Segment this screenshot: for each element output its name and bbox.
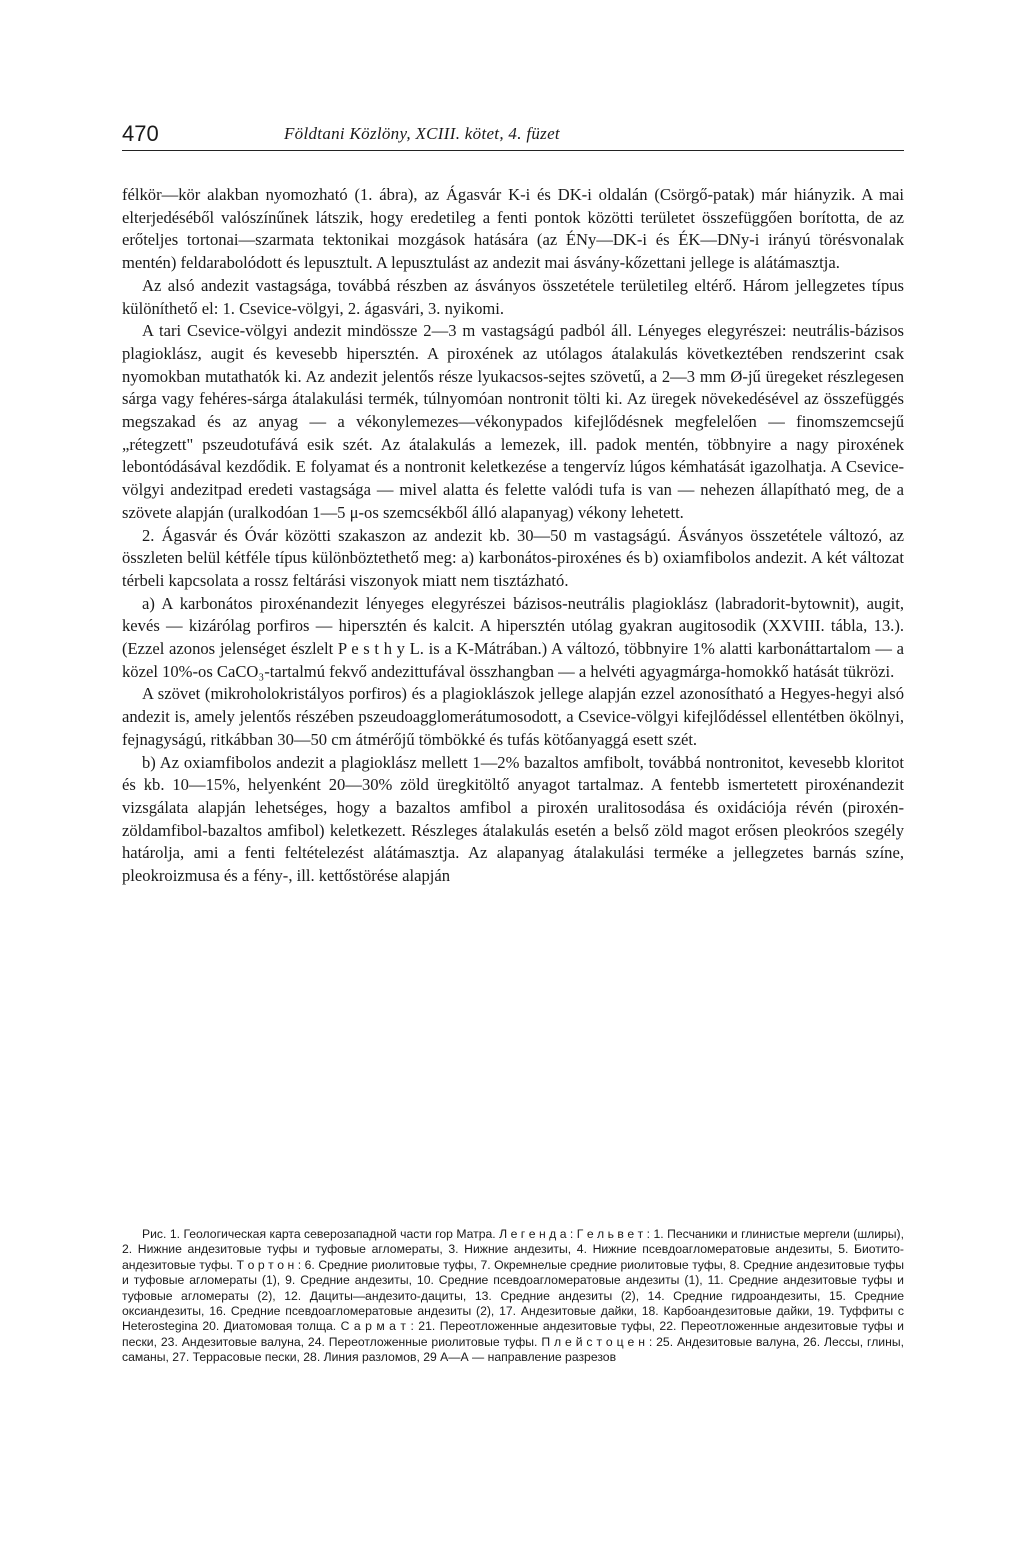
running-head: Földtani Közlöny, XCIII. kötet, 4. füzet (284, 124, 560, 143)
paragraph-7: b) Az oxiamfibolos andezit a plagioklász mellett 1—2% bazaltos amfibolt, továbbá nontronitot, kevesebb kloritot és kb. 10—15%, helyenként 20—30% zöld üregkitöltő anyagot tartalmaz. A fentebb ismertetett piroxénandezit vizsgálata alapján lehetséges, hogy a bazaltos amfibol a piroxén uralitosodása és oxidációja révén (piroxén-zöldamfibol-bazaltos amfibol) keletkezett. Részleges átalakulás esetén a belső zöld magot erősen pleokróos szegély határolja, ami a fenti feltételezést alátámasztja. Az alapanyag átalakulási terméke a jellegzetes barnás színe, pleokroizmusa és a fény-, ill. kettőstörése alapján (122, 752, 904, 886)
page-number: 470 (122, 121, 159, 146)
page-header (122, 120, 904, 151)
paragraph-2: Az alsó andezit vastagsága, továbbá részben az ásványos összetétele területileg eltérő. Három jellegzetes típus különíthető el: 1. Csevice-völgyi, 2. ágasvári, 3. nyikomi. (122, 275, 904, 318)
paragraph-3: A tari Csevice-völgyi andezit mindössze 2—3 m vastagságú padból áll. Lényeges elegyrészei: neutrális-bázisos plagioklász, augit és kevesebb hipersztén. A piroxének az utólagos átalakulás következtében rendszerint csak nyomokban mutathatók ki. Az andezit jelentős része lyukacsos-sejtes szövetű, a 2—3 mm Ø-jű üregeket részlegesen sárga vagy fehéres-sárga átalakulási termék, túlnyomóan nontronit tölti ki. Az üregek növekedésével az összefüggés megszakad és az anyag — a vékonylemezes—vékonypados kifejlődésnek megfelelően — finomszemcsejű „rétegzett" pszeudotufává esik szét. Az átalakulás a lemezek, ill. padok mentén, többnyire a nagy piroxének lebontódásával kezdődik. E folyamat és a nontronit keletkezése a tengervíz lúgos kémhatását igazolhatja. A Csevice-völgyi andezitpad eredeti vastagsága — mivel alatta és felette valódi tufa is van — nehezen állapítható meg, de a szövete alapján (uralkodóan 1—5 μ-os szemcsékből álló alapanyag) vékony lehetett. (122, 321, 904, 522)
paragraph-4: 2. Ágasvár és Óvár közötti szakaszon az andezit kb. 30—50 m vastagságú. Ásványos összetétele változó, az összleten belül kétféle típus különböztethető meg: a) karbonátos-piroxénes és b) oxiamfibolos andezit. A két változat térbeli kapcsolata a rossz feltárási viszonyok miatt nem tisztázható. (122, 525, 904, 590)
body-text (122, 184, 904, 888)
paragraph-5: a) A karbonátos piroxénandezit lényeges elegyrészei bázisos-neutrális plagioklász (labradorit-bytownit), augit, kevés — kizárólag porfiros — hipersztén és kalcit. A hipersztén utólag gyakran augitosodik (XXVIII. tábla, 13.). (Ezzel azonos jelenséget észlelt P e s t h y L. is a K-Mátrában.) A változó, többnyire 1% alatti karbonáttartalom — a közel 10%-os CaCO₃-tartalmú fekvő andezittufával összhangban — a helvéti agyagmárga-homokkő hatását tükrözi. (122, 593, 904, 681)
caption-text: Рис. 1. Геологическая карта северозападной части гор Матра. Л е г е н д а : Г е л ь в е т : 1. Песчаники и глинистые мергели (шлиры), 2. Нижние андезитовые туфы и туфовые агломераты, 3. Нижние андезиты, 4. Нижние псевдоагломератовые андезиты, 5. Биотито-андезитовые туфы. Т о р т о н : 6. Средние риолитовые туфы, 7. Окремнелые средние риолитовые туфы, 8. Средние андезитовые туфы и туфовые агломераты (1), 9. Средние андезиты, 10. Средние псевдоагломератовые андезиты (1), 11. Средние андезитовые туфы и туфовые агломераты (2), 12. Дациты—андезито-дациты, 13. Средние андезиты (2), 14. Средние гидроандезиты, 15. Средние оксиандезиты, 16. Средние псевдоагломератовые андезиты (2), 17. Андезитовые дайки, 18. Карбоандезитовые дайки, 19. Туффиты с Heterostegina 20. Диатомовая толща. С а р м а т : 21. Переотложенные андезитовые туфы, 22. Переотложенные андезитовые туфы и пески, 23. Андезитовые валуна, 24. Переотложенные риолитовые туфы. П л е й с т о ц е н : 25. Андезитовые валуна, 26. Лессы, глины, саманы, 27. Террасовые пески, 28. Линия разломов, 29 А—А — направление разрезов (122, 1227, 904, 1365)
paragraph-6: A szövet (mikroholokristályos porfiros) és a plagioklászok jellege alapján ezzel azonosítható a Hegyes-hegyi alsó andezit is, amely jelentős részében pszeudoagglomerátumosodott, a Csevice-völgyi kifejlődéssel ellentétben ökölnyi, fejnagyságú, ritkábban 30—50 cm átmérőjű tömbökké és tufás kötőanyaggá esett szét. (122, 684, 904, 749)
figure-caption (122, 1227, 904, 1366)
paragraph-1: félkör—kör alakban nyomozható (1. ábra), az Ágasvár K-i és DK-i oldalán (Csörgő-patak) már hiányzik. A mai elterjedéséből valószínűnek látszik, hogy eredetileg a fenti pontok közötti területet összefüggően borította, de az erőteljes tortonai—szarmata tektonikai mozgások hatására (az ÉNy—DK-i és ÉK—DNy-i irányú törésvonalak mentén) feldarabolódott és lepusztult. A lepusztulást az andezit mai ásvány-kőzettani jellege is alátámasztja. (122, 185, 904, 273)
